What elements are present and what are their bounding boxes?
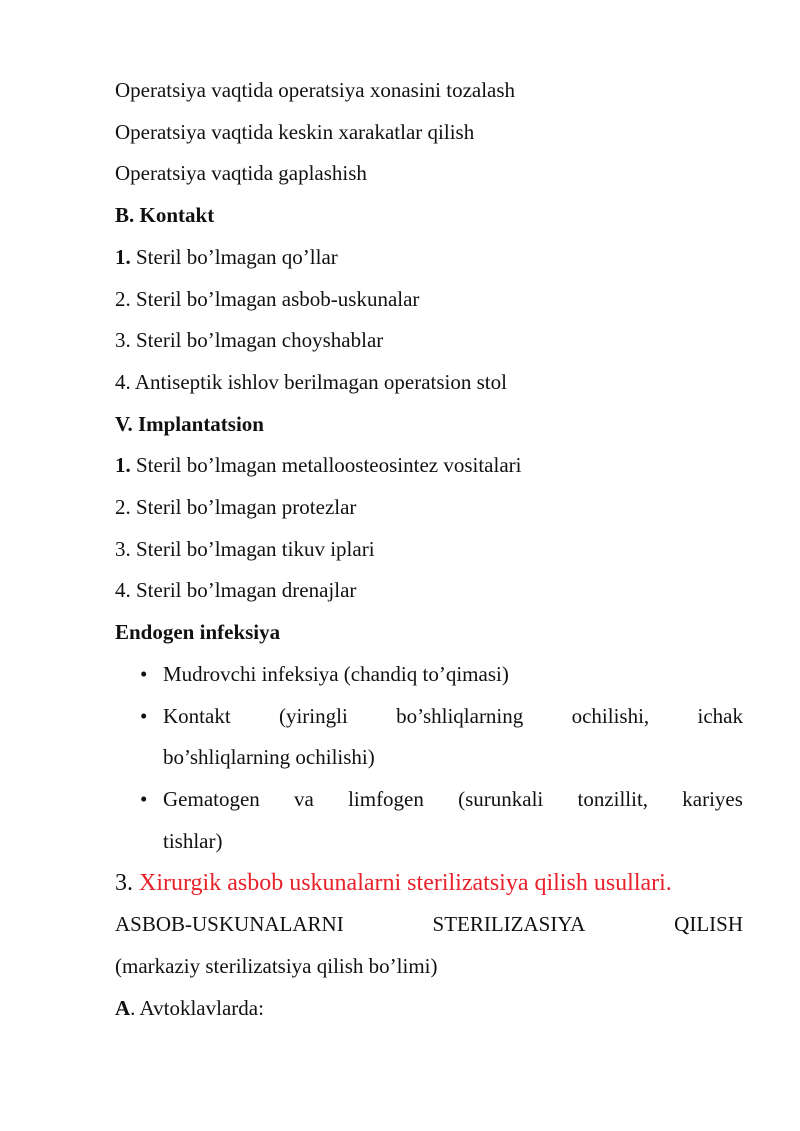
word: ASBOB-USKUNALARNI (115, 912, 344, 937)
bullet-text-line (163, 696, 743, 738)
bullet-item (115, 654, 743, 696)
text-line: Operatsiya vaqtida operatsiya xonasini tozalash (115, 78, 516, 102)
bullet-dot-icon: • (140, 786, 148, 811)
word: bo’shliqlarning (396, 703, 524, 728)
word: ochilishi, (571, 703, 650, 728)
bullet-text-line: bo’shliqlarning ochilishi) (163, 745, 375, 770)
subsection-label: A (115, 995, 131, 1020)
bullet-text-line (163, 779, 743, 821)
section-heading-endogen: Endogen infeksiya (115, 620, 281, 645)
text-line: Operatsiya vaqtida keskin xarakatlar qilish (115, 119, 475, 144)
list-item: 3. Steril bo’lmagan tikuv iplari (115, 536, 375, 561)
bullet-item (115, 779, 743, 862)
section-heading-implantatsion: V. Implantatsion (115, 411, 264, 436)
list-item: 3. Steril bo’lmagan choyshablar (115, 328, 384, 353)
sterilization-subheading: (markaziy sterilizatsiya qilish bo’limi) (115, 954, 438, 979)
word: kariyes (682, 786, 743, 811)
section-number: 3. (115, 870, 133, 897)
bullet-text: Mudrovchi infeksiya (chandiq to’qimasi) (163, 661, 509, 686)
section-heading-kontakt: B. Kontakt (115, 203, 215, 228)
word: limfogen (348, 786, 424, 811)
word: (surunkali (458, 786, 544, 811)
item-text: Steril bo’lmagan qo’llar (130, 244, 338, 269)
bullet-list (115, 654, 743, 863)
bullet-dot-icon: • (140, 703, 148, 728)
list-item: 2. Steril bo’lmagan protezlar (115, 495, 357, 520)
section-title-text: Xirurgik asbob uskunalarni sterilizatsiya qilish usullari. (133, 870, 672, 897)
word: va (294, 786, 314, 811)
document-page (115, 70, 743, 1029)
section-3-title (115, 862, 743, 904)
word: Kontakt (163, 703, 231, 728)
sterilization-heading (115, 904, 743, 946)
word: STERILIZASIYA (432, 912, 586, 937)
item-text: Steril bo’lmagan metalloosteosintez vositalari (130, 453, 522, 478)
subsection-text: . Avtoklavlarda: (130, 995, 264, 1020)
bullet-item (115, 696, 743, 779)
bullet-text-line: tishlar) (163, 828, 223, 853)
word: QILISH (674, 912, 743, 937)
word: ichak (697, 703, 743, 728)
word: tonzillit, (577, 786, 649, 811)
list-item: 4. Steril bo’lmagan drenajlar (115, 578, 357, 603)
subsection-a (115, 988, 743, 1030)
word: Gematogen (163, 786, 260, 811)
list-item: 4. Antiseptik ishlov berilmagan operatsion stol (115, 369, 507, 394)
bullet-dot-icon: • (140, 661, 148, 686)
list-item: 2. Steril bo’lmagan asbob-uskunalar (115, 286, 420, 311)
item-number: 1. (115, 453, 131, 478)
item-number: 1. (115, 244, 131, 269)
word: (yiringli (278, 703, 348, 728)
list-item (115, 237, 743, 279)
list-item (115, 445, 743, 487)
text-line: Operatsiya vaqtida gaplashish (115, 161, 367, 186)
